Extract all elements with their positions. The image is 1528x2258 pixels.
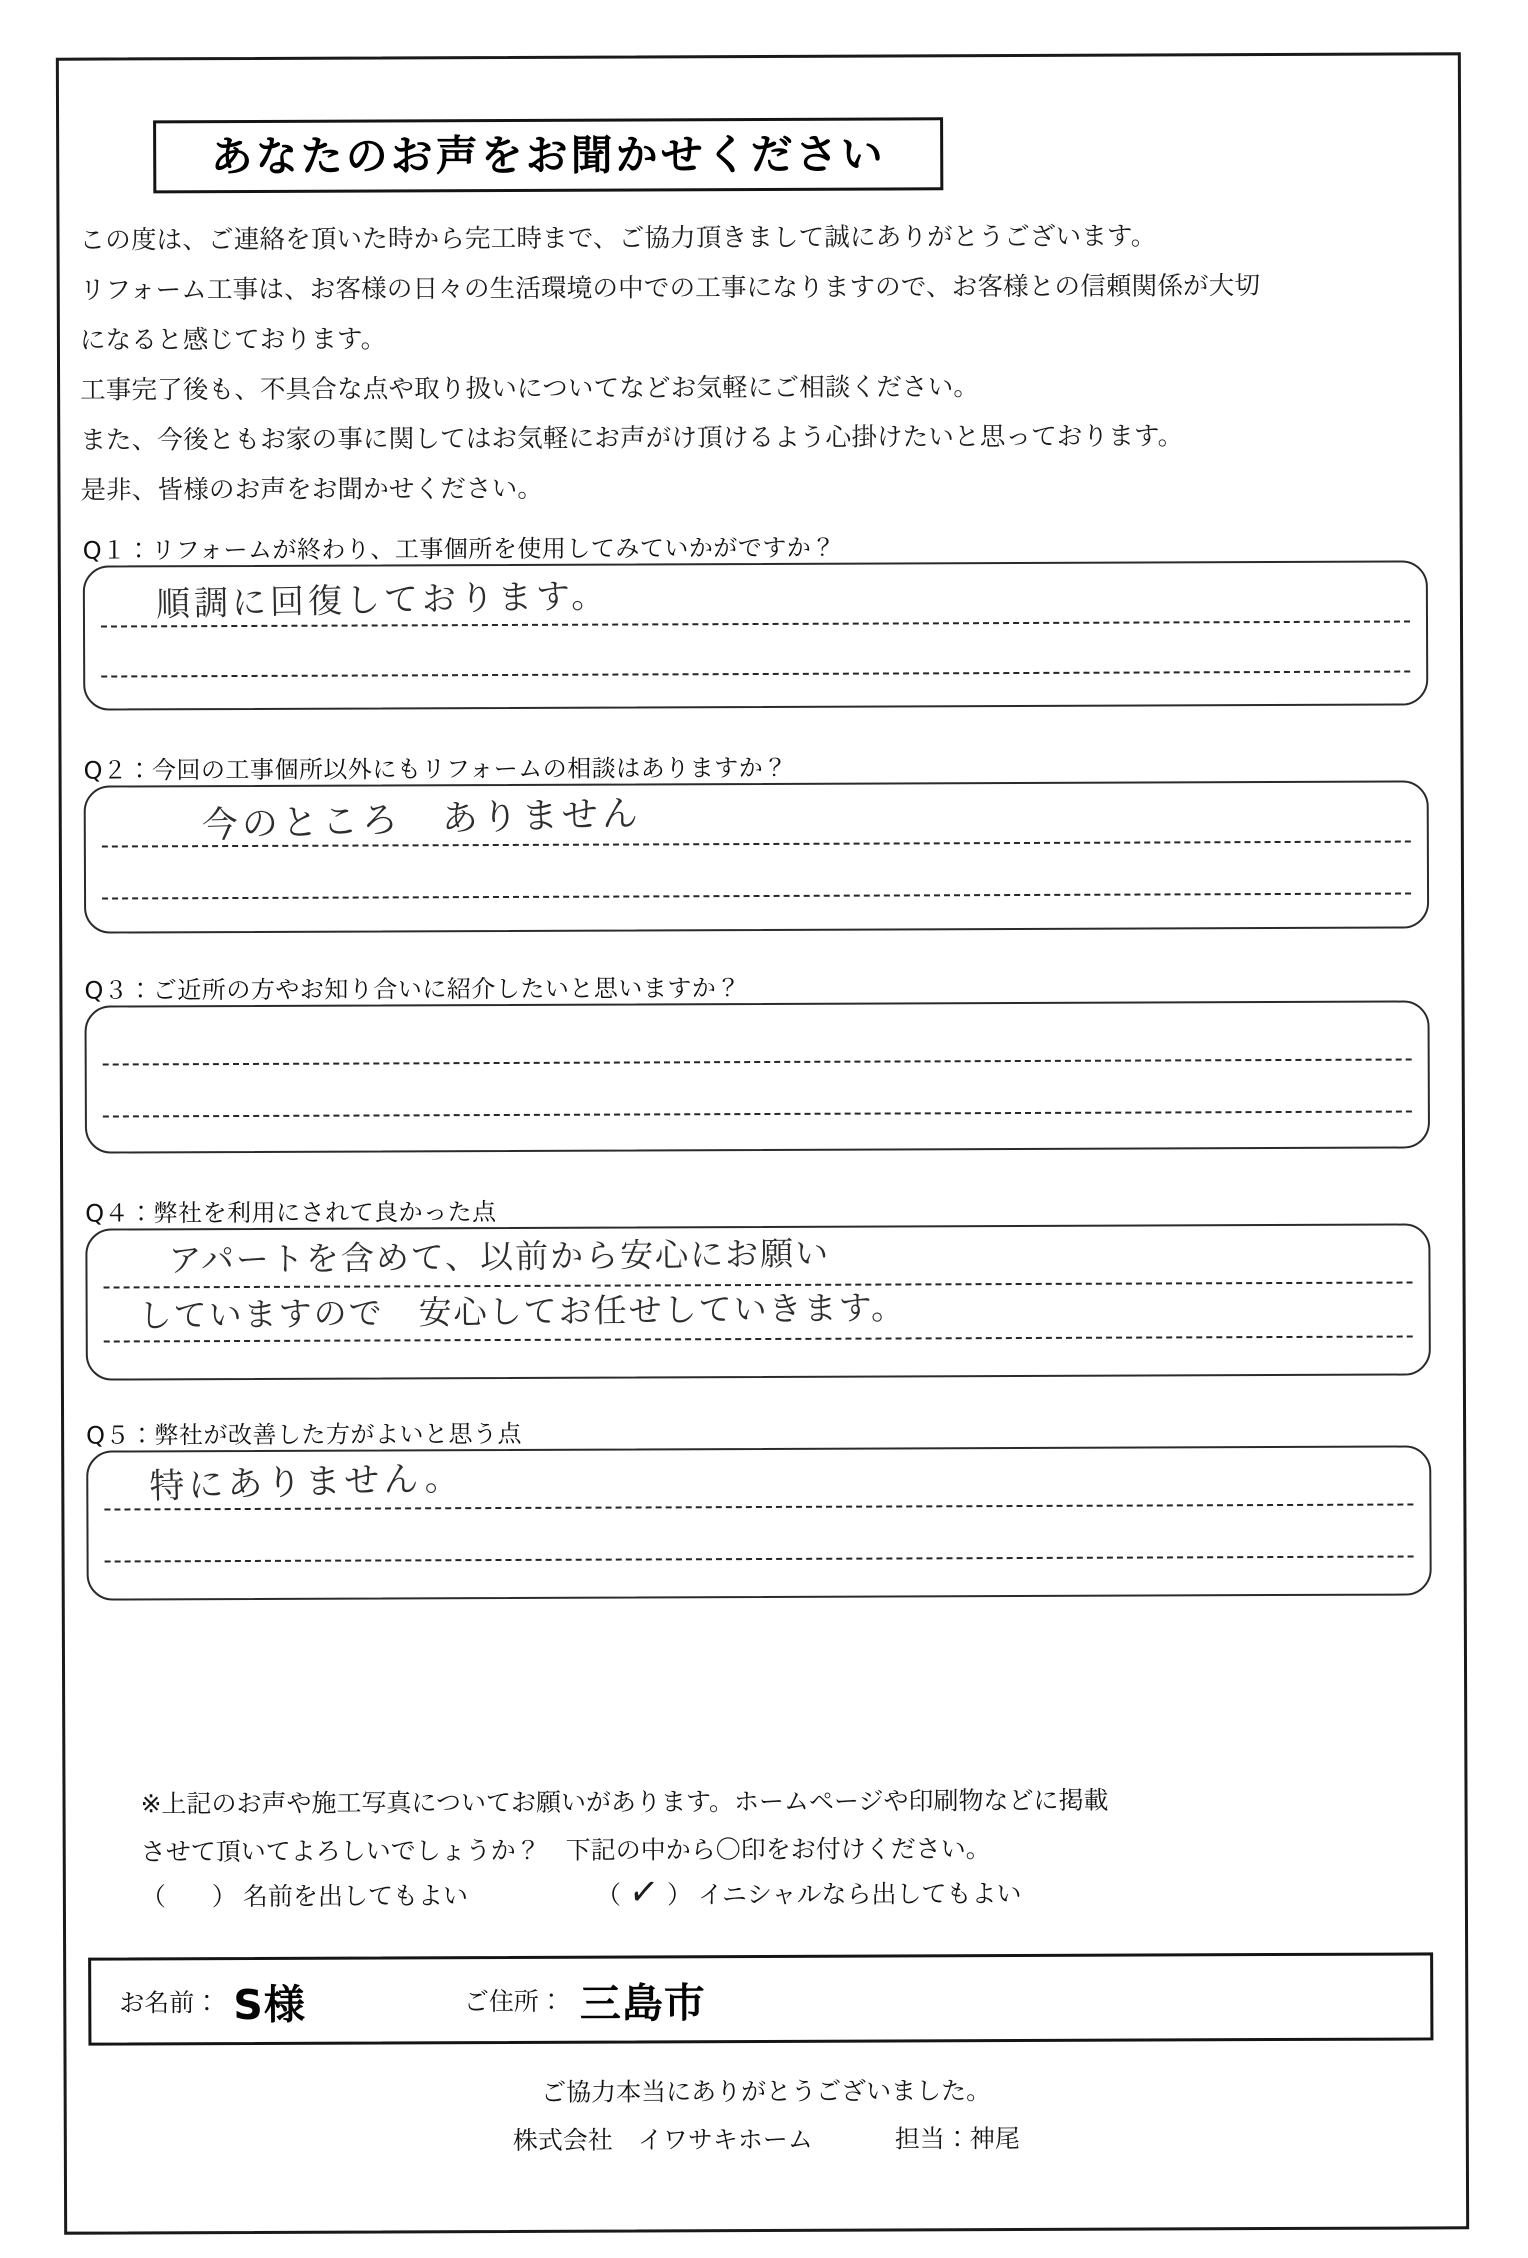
intro-line-4: 工事完了後も、不具合な点や取り扱いについてなどお気軽にご相談ください。 [80,372,980,406]
guide-line [103,1111,1412,1118]
handwritten-answer-q2-line1: 今のところ ありません [201,793,643,847]
consent-options [140,1867,1421,1918]
guide-line [105,1556,1414,1563]
handwritten-answer-q1-line1: 順調に回復しております。 [155,576,610,625]
question-label-q2: Q２：今回の工事個所以外にもリフォームの相談はありますか？ [83,753,788,785]
paren-close: ） [211,1882,237,1912]
name-label: お名前： [119,1988,220,2018]
address-value[interactable]: 三島市 [579,1978,706,2028]
guide-line [101,671,1410,678]
guide-line [102,893,1411,900]
handwritten-answer-q4-line1: アパートを含めて、以前から安心にお願い [168,1233,831,1280]
question-label-q5: Q５：弊社が改善した方がよいと思う点 [86,1419,523,1450]
consent-option-name[interactable] [141,1876,468,1913]
paren-open: （ [140,1882,166,1912]
paren-open: （ [595,1880,622,1910]
handwritten-answer-q4-line2: していますので 安心してお任せしていきます。 [138,1287,907,1336]
intro-line-1: この度は、ご連絡を頂いた時から完工時まで、ご協力頂きまして誠にありがとうございます。 [79,221,1157,256]
page-title-box [153,117,943,193]
intro-paragraph [79,210,1450,515]
consent-option-name-label: 名前を出してもよい [242,1881,468,1912]
paren-close: ） [666,1880,693,1910]
consent-paragraph [140,1775,1420,1876]
page-content [59,55,1466,2231]
question-label-q3: Q３：ご近所の方やお知り合いに紹介したいと思いますか？ [84,974,741,1005]
question-label-q1: Q１：リフォームが終わり、工事個所を使用してみていかがですか？ [82,533,836,565]
consent-line-2: させて頂いてよろしいでしょうか？ 下記の中から〇印をお付けください。 [140,1834,991,1867]
intro-line-6: 是非、皆様のお声をお聞かせください。 [80,473,544,506]
scanned-page-sheet [56,52,1469,2234]
identity-box [88,1952,1433,2045]
consent-option-initial[interactable] [595,1867,1022,1918]
checkmark-icon: ✓ [626,1867,662,1918]
footer [67,2065,1466,2166]
name-value[interactable]: S様 [233,1980,306,2029]
footer-company-name: 株式会社 イワサキホーム [512,2124,813,2155]
guide-line [103,1059,1412,1066]
intro-line-5: また、今後ともお家の事に関してはお気軽にお声がけ頂けるよう心掛けたいと思っております。 [80,421,1184,456]
handwritten-answer-q5-line1: 特にありません。 [148,1458,464,1508]
intro-line-3: になると感じております。 [79,324,387,356]
consent-line-1: ※上記のお声や施工写真についてお願いがあります。ホームページや印刷物などに掲載 [140,1785,1109,1819]
consent-option-initial-label: イニシャルなら出してもよい [697,1879,1022,1910]
page-title: あなたのお声をお聞かせください [210,129,886,181]
footer-staff-name: 担当：神尾 [894,2124,1020,2154]
intro-line-2: リフォーム工事は、お客様の日々の生活環境の中での工事になりますので、お客様との信頼関係が大切 [79,271,1261,306]
footer-thanks: ご協力本当にありがとうございました。 [541,2076,992,2107]
footer-signature [67,2113,1466,2166]
address-label: ご住所： [463,1986,564,2017]
guide-line [104,1336,1413,1343]
answer-box-q3[interactable] [84,1000,1430,1153]
question-label-q4: Q４：弊社を利用にされて良かった点 [85,1198,497,1228]
